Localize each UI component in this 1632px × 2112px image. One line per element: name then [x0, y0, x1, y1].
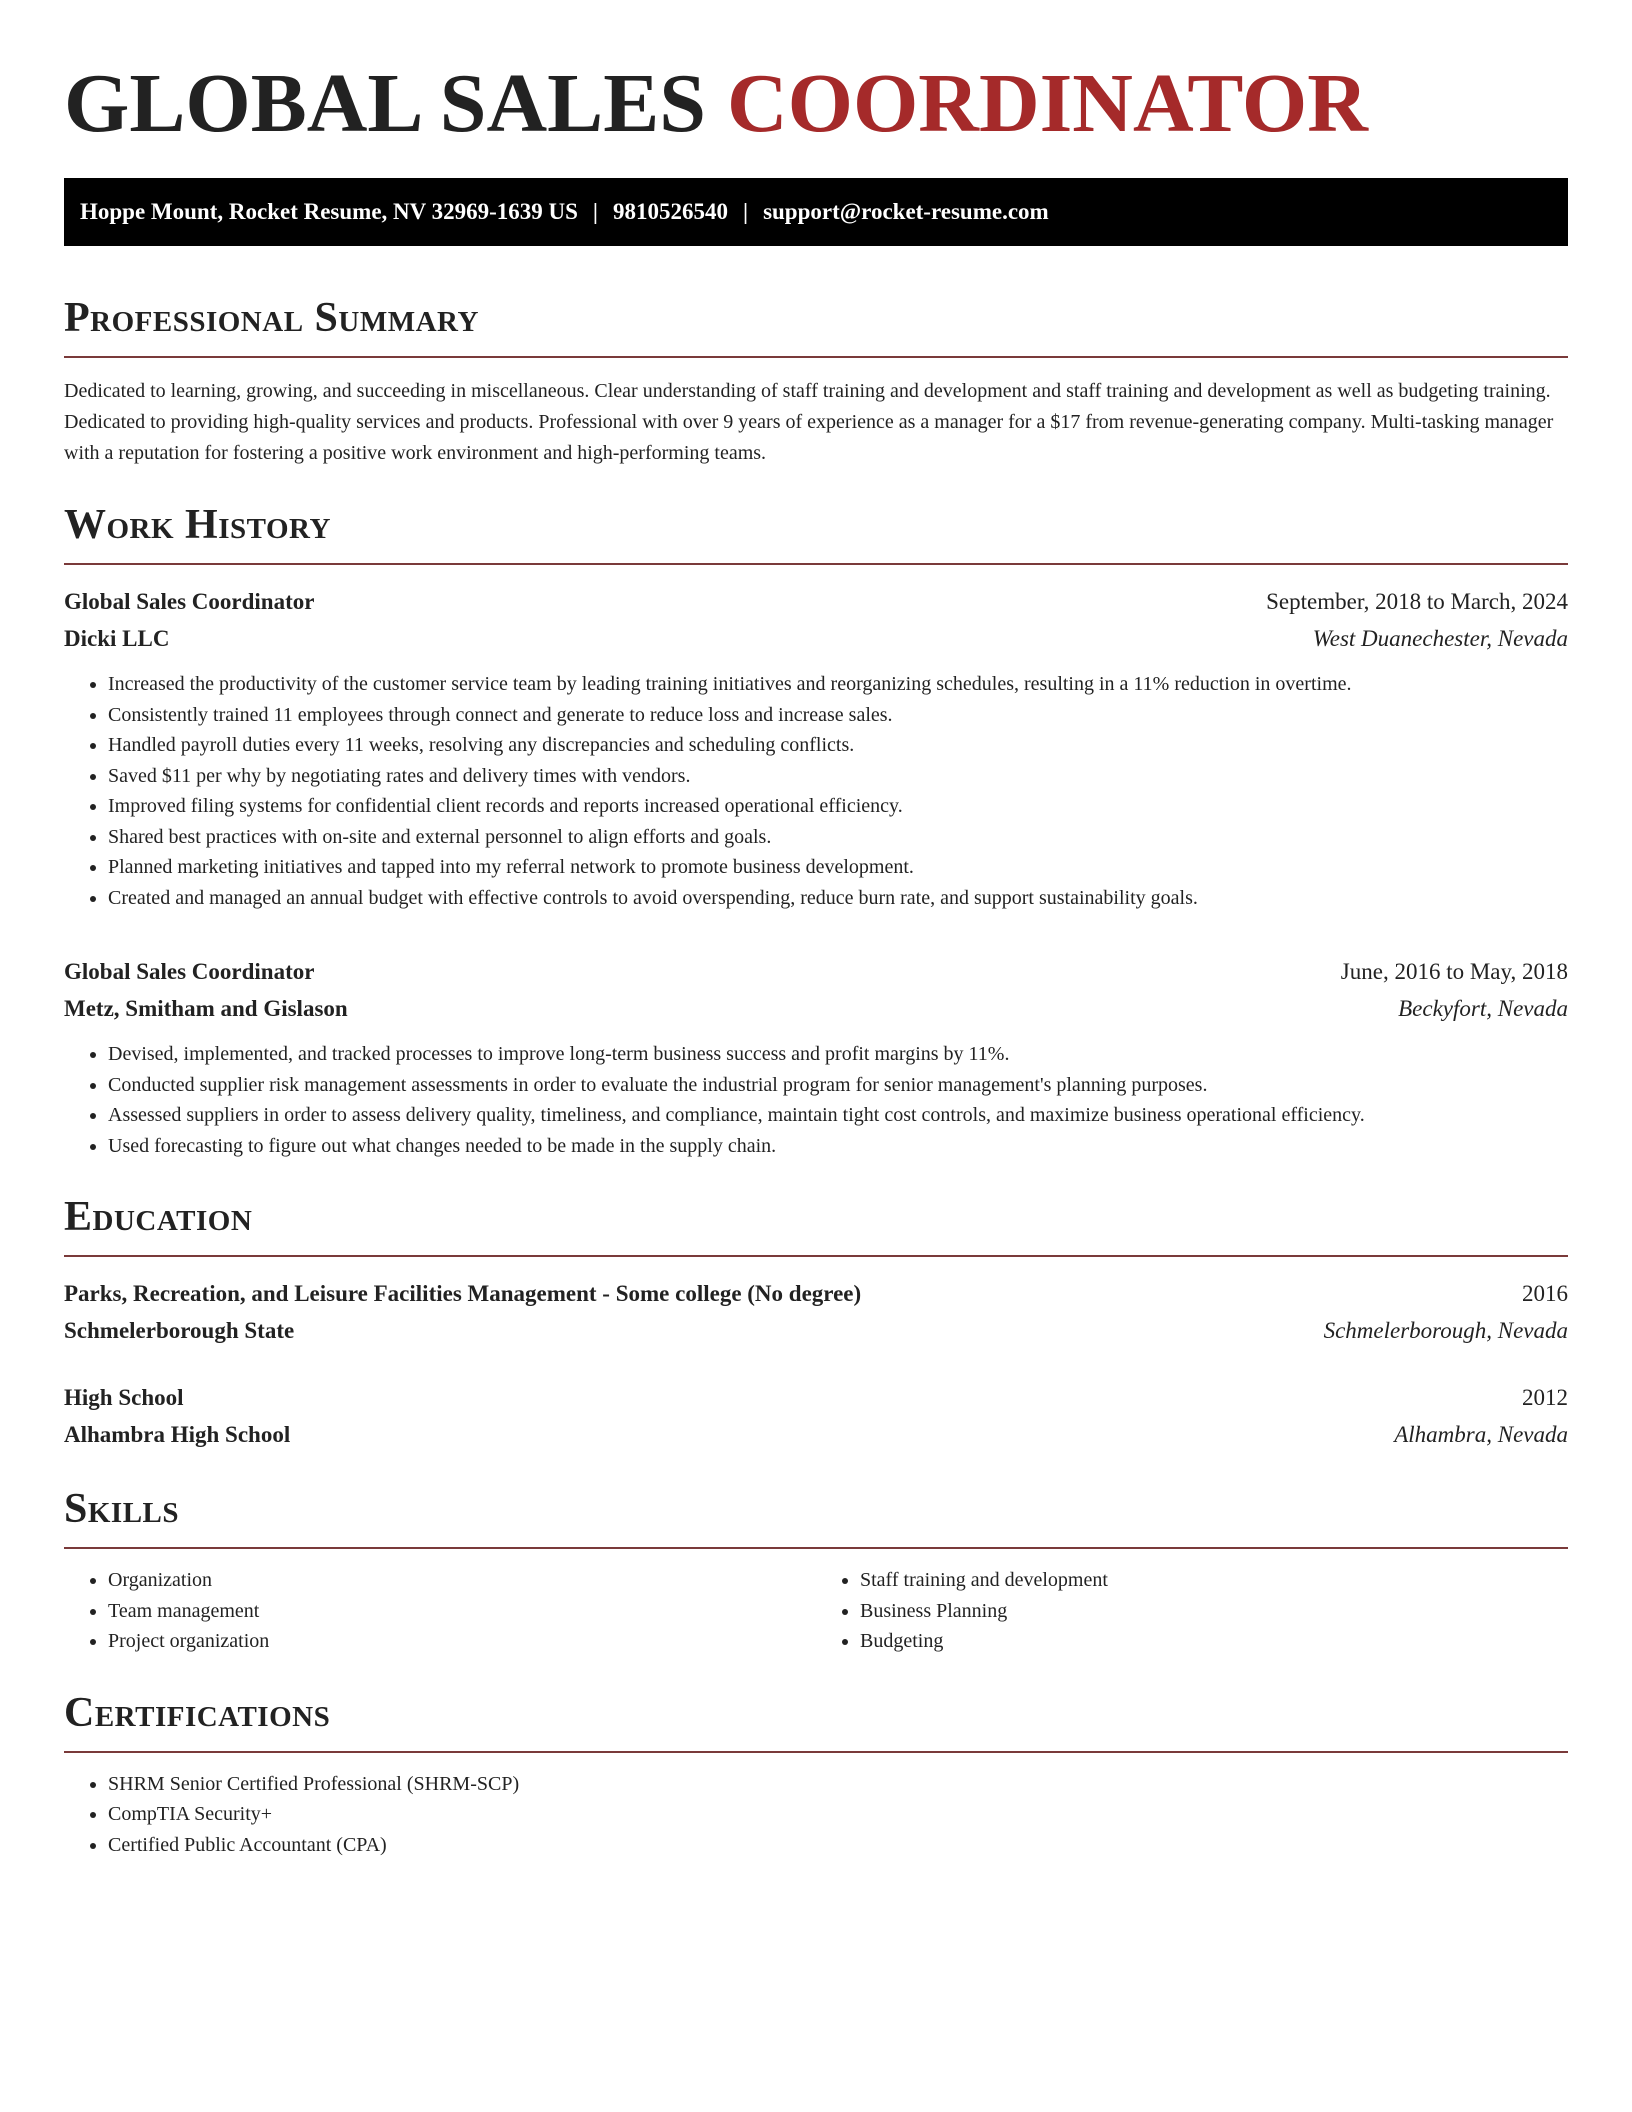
job-bullet: • Used forecasting to figure out what changes needed to be made in the supply chain.	[108, 1131, 1568, 1162]
certification-item: • CompTIA Security+	[108, 1799, 1568, 1830]
skill-item: • Project organization	[108, 1626, 816, 1657]
education-header-row	[64, 1379, 1568, 1416]
education-year: 2012	[1522, 1385, 1568, 1410]
skill-item: • Business Planning	[860, 1596, 1568, 1627]
job-company: Metz, Smitham and Gislason	[64, 996, 348, 1021]
job-bullet: • Consistently trained 11 employees through connect and generate to reduce loss and increase sales.	[108, 700, 1568, 731]
job-location: Beckyfort, Nevada	[1398, 996, 1568, 1021]
education-entry	[64, 1379, 1568, 1453]
job-bullet: • Saved $11 per why by negotiating rates and delivery times with vendors.	[108, 761, 1568, 792]
section-title-certifications: Certifications	[64, 1689, 331, 1736]
name-part-1: GLOBAL SALES	[64, 57, 706, 150]
skill-item: • Organization	[108, 1565, 816, 1596]
section-divider	[64, 1255, 1568, 1257]
education-degree: High School	[64, 1385, 184, 1410]
education-school-row	[64, 1312, 1568, 1349]
education-location: Alhambra, Nevada	[1394, 1422, 1568, 1447]
work-history-section	[64, 499, 1568, 1161]
contact-phone: 9810526540	[612, 199, 728, 224]
section-divider	[64, 1547, 1568, 1549]
job-bullets	[64, 1039, 1568, 1161]
job-bullet: • Shared best practices with on-site and external personnel to align efforts and goals.	[108, 822, 1568, 853]
section-title-work-history: Work History	[64, 502, 331, 548]
contact-address: Hoppe Mount, Rocket Resume, NV 32969-1639 US	[80, 199, 578, 224]
job-bullet: • Improved filing systems for confidential client records and reports increased operational efficiency.	[108, 791, 1568, 822]
job-dates: September, 2018 to March, 2024	[1266, 589, 1568, 614]
resume-name	[64, 56, 1568, 152]
section-title-summary: Professional Summary	[64, 295, 479, 341]
job-bullet: • Assessed suppliers in order to assess delivery quality, timeliness, and compliance, maintain tight cost controls, and maximize business operational efficiency.	[108, 1100, 1568, 1131]
contact-separator: |	[592, 199, 598, 224]
contact-separator: |	[742, 199, 749, 224]
job-bullet: • Planned marketing initiatives and tapped into my referral network to promote business development.	[108, 852, 1568, 883]
job-role: Global Sales Coordinator	[64, 589, 315, 614]
education-location: Schmelerborough, Nevada	[1323, 1318, 1568, 1343]
job-dates: June, 2016 to May, 2018	[1340, 959, 1568, 984]
skills-grid	[64, 1565, 1568, 1657]
education-entry	[64, 1275, 1568, 1349]
certification-list	[64, 1769, 1568, 1861]
education-year: 2016	[1522, 1281, 1568, 1306]
education-school: Schmelerborough State	[64, 1318, 295, 1343]
education-header-row	[64, 1275, 1568, 1312]
job-company-row	[64, 620, 1568, 657]
job-role: Global Sales Coordinator	[64, 959, 315, 984]
certification-item: • SHRM Senior Certified Professional (SHRM-SCP)	[108, 1769, 1568, 1800]
job-bullet: • Conducted supplier risk management assessments in order to evaluate the industrial program for senior management's planning purposes.	[108, 1070, 1568, 1101]
job-bullet: • Created and managed an annual budget with effective controls to avoid overspending, reduce burn rate, and support sustainability goals.	[108, 883, 1568, 914]
skill-item: • Budgeting	[860, 1626, 1568, 1657]
section-title-skills: Skills	[64, 1486, 180, 1532]
job-company: Dicki LLC	[64, 626, 170, 651]
section-divider	[64, 563, 1568, 565]
contact-bar	[64, 178, 1568, 246]
certifications-section	[64, 1687, 1568, 1861]
skills-section	[64, 1483, 1568, 1657]
job-bullet: • Devised, implemented, and tracked processes to improve long-term business success and profit margins by 11%.	[108, 1039, 1568, 1070]
job-company-row	[64, 990, 1568, 1027]
job-location: West Duanechester, Nevada	[1312, 626, 1568, 651]
certification-item: • Certified Public Accountant (CPA)	[108, 1830, 1568, 1861]
education-section	[64, 1191, 1568, 1453]
job-header-row	[64, 583, 1568, 620]
section-title-education: Education	[64, 1194, 253, 1240]
name-part-2: COORDINATOR	[726, 57, 1368, 150]
section-divider	[64, 1751, 1568, 1753]
education-degree: Parks, Recreation, and Leisure Facilities Management - Some college (No degree)	[64, 1281, 862, 1306]
job-bullet: • Increased the productivity of the customer service team by leading training initiatives and reorganizing schedules, resulting in a 11% reduction in overtime.	[108, 669, 1568, 700]
skills-column-right	[816, 1565, 1568, 1657]
contact-email[interactable]: support@rocket-resume.com	[763, 199, 1049, 224]
education-school-row	[64, 1416, 1568, 1453]
section-divider	[64, 356, 1568, 358]
job-bullet: • Handled payroll duties every 11 weeks, resolving any discrepancies and scheduling conflicts.	[108, 730, 1568, 761]
skills-column-left	[64, 1565, 816, 1657]
job-entry	[64, 953, 1568, 1161]
job-header-row	[64, 953, 1568, 990]
summary-text: Dedicated to learning, growing, and succeeding in miscellaneous. Clear understanding of staff training and development and staff training and development as well as budgeting training. Dedicated to providing high-quality services and products. Professional with over 9 years of experience as a manager for a $17 from revenue-generating company. Multi-tasking manager with a reputation for fostering a positive work environment and high-performing teams.	[64, 380, 1554, 464]
skill-item: • Staff training and development	[860, 1565, 1568, 1596]
job-entry	[64, 583, 1568, 913]
education-school: Alhambra High School	[64, 1422, 291, 1447]
job-bullets	[64, 669, 1568, 913]
skill-item: • Team management	[108, 1596, 816, 1627]
summary-section	[64, 292, 1568, 469]
